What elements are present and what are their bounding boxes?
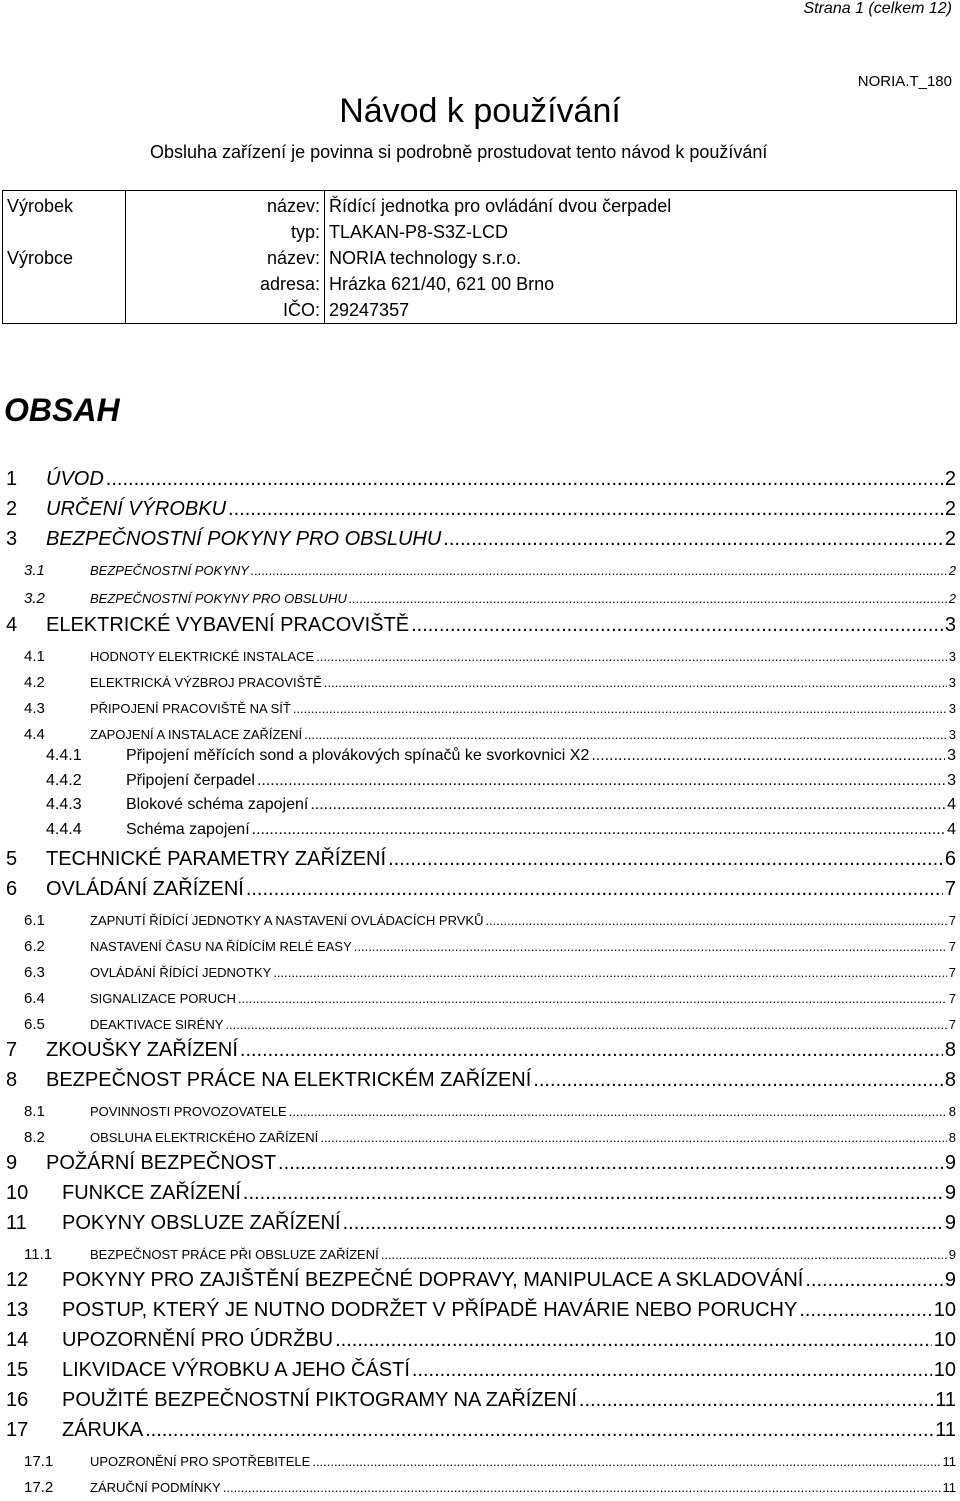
toc-title: Připojení měřících sond a plovákových spínačů ke svorkovnici X2 — [126, 747, 590, 764]
toc-page: 10 — [933, 1299, 956, 1321]
toc-leader — [228, 498, 943, 521]
toc-leader — [293, 701, 947, 716]
toc-leader — [799, 1299, 931, 1322]
toc-page: 8 — [944, 1069, 956, 1091]
toc-page: 11 — [942, 1480, 956, 1495]
info-row — [3, 245, 957, 271]
toc-page: 11 — [942, 1454, 956, 1469]
toc-page: 9 — [944, 1212, 956, 1234]
toc-entry-14[interactable] — [0, 1329, 956, 1352]
toc-entry-6-1[interactable] — [0, 912, 956, 929]
toc-page: 11 — [935, 1389, 956, 1411]
toc-title: Blokové schéma zapojení — [126, 796, 309, 813]
toc-leader — [106, 468, 943, 491]
toc-number: 15 — [6, 1359, 29, 1381]
toc-entry-4[interactable] — [0, 614, 956, 637]
toc-title: ZÁRUČNÍ PODMÍNKY — [90, 1480, 221, 1495]
toc-heading: OBSAH — [4, 392, 120, 428]
toc-number: 6.2 — [24, 938, 45, 955]
toc-page: 7 — [948, 939, 956, 954]
info-row — [3, 191, 957, 220]
toc-entry-4-2[interactable] — [0, 674, 956, 691]
info-label: název: — [126, 245, 325, 271]
toc-page: 3 — [948, 675, 956, 690]
toc-page: 10 — [933, 1329, 956, 1351]
toc-entry-4-4-4[interactable] — [0, 821, 956, 839]
page-label: Strana 1 (celkem 12) — [803, 0, 952, 17]
toc-leader — [225, 1017, 946, 1032]
toc-entry-4-4-2[interactable] — [0, 772, 956, 790]
toc-number: 16 — [6, 1389, 29, 1411]
toc-entry-4-4-1[interactable] — [0, 747, 956, 765]
toc-leader — [243, 1182, 943, 1205]
toc-title: URČENÍ VÝROBKU — [46, 498, 227, 520]
toc-title: POŽÁRNÍ BEZPEČNOST — [46, 1152, 277, 1174]
toc-title: OVLÁDÁNÍ ŘÍDÍCÍ JEDNOTKY — [90, 965, 272, 980]
toc-title: SIGNALIZACE PORUCH — [90, 991, 236, 1006]
toc-number: 4.4.3 — [46, 796, 82, 813]
info-group: Výrobek — [3, 191, 126, 220]
toc-entry-6-3[interactable] — [0, 964, 956, 981]
toc-number: 2 — [6, 498, 18, 520]
toc-title: BEZPEČNOSTNÍ POKYNY PRO OBSLUHU — [90, 591, 347, 606]
toc-leader — [324, 675, 947, 690]
toc-leader — [335, 1329, 932, 1352]
toc-leader — [320, 1130, 946, 1145]
toc-number: 14 — [6, 1329, 29, 1351]
toc-entry-11-1[interactable] — [0, 1246, 956, 1263]
toc-number: 4.4 — [24, 726, 45, 743]
toc-title: UPOZRONĚNÍ PRO SPOTŘEBITELE — [90, 1454, 311, 1469]
toc-number: 13 — [6, 1299, 29, 1321]
toc-leader — [354, 939, 947, 954]
document-title — [0, 92, 960, 131]
toc-title: ZAPNUTÍ ŘÍDÍCÍ JEDNOTKY A NASTAVENÍ OVLÁDACÍCH PRVKŮ — [90, 913, 484, 928]
toc-leader — [443, 528, 943, 551]
toc-entry-6[interactable] — [0, 878, 956, 901]
toc-entry-17-1[interactable] — [0, 1453, 956, 1470]
toc-number: 6.3 — [24, 964, 45, 981]
toc-number: 17.1 — [24, 1453, 54, 1470]
toc-entry-4-3[interactable] — [0, 700, 956, 717]
toc-entry-3-2[interactable] — [0, 590, 956, 607]
toc-page: 2 — [944, 468, 956, 490]
toc-title: Schéma zapojení — [126, 821, 250, 838]
toc-entry-6-5[interactable] — [0, 1016, 956, 1033]
toc-number: 1 — [6, 468, 18, 490]
toc-title: DEAKTIVACE SIRÉNY — [90, 1017, 224, 1032]
toc-page: 8 — [948, 1130, 956, 1145]
toc-entry-17[interactable] — [0, 1419, 956, 1442]
toc-leader — [579, 1389, 933, 1412]
toc-number: 6 — [6, 878, 18, 900]
toc-number: 6.4 — [24, 990, 45, 1007]
toc-page: 10 — [933, 1359, 956, 1381]
toc-entry-1[interactable] — [0, 468, 956, 491]
toc-page: 4 — [947, 821, 956, 838]
toc-page: 11 — [935, 1419, 956, 1441]
toc-title: BEZPEČNOSTNÍ POKYNY PRO OBSLUHU — [46, 528, 442, 550]
toc-entry-15[interactable] — [0, 1359, 956, 1382]
toc-page: 9 — [948, 1247, 956, 1262]
info-label: IČO: — [126, 297, 325, 324]
toc-leader — [257, 772, 945, 790]
toc-number: 8 — [6, 1069, 18, 1091]
toc-entry-4-4-3[interactable] — [0, 796, 956, 814]
toc-number: 6.1 — [24, 912, 45, 929]
toc-page: 2 — [944, 498, 956, 520]
toc-title: UPOZORNĚNÍ PRO ÚDRŽBU — [62, 1329, 334, 1351]
toc-entry-7[interactable] — [0, 1039, 956, 1062]
toc-title: ZÁRUKA — [62, 1419, 144, 1441]
toc-number: 10 — [6, 1182, 29, 1204]
toc-title: FUNKCE ZAŘÍZENÍ — [62, 1182, 241, 1204]
toc-number: 3 — [6, 528, 18, 550]
toc-title: POKYNY OBSLUZE ZAŘÍZENÍ — [62, 1212, 341, 1234]
toc-title: ÚVOD — [46, 468, 104, 490]
toc-leader — [349, 591, 947, 606]
document-subtitle: Obsluha zařízení je povinna si podrobně prostudovat tento návod k používání — [150, 142, 768, 162]
toc-page: 7 — [944, 878, 956, 900]
toc-page: 2 — [948, 563, 956, 578]
toc-leader — [310, 796, 945, 814]
toc-leader — [278, 1152, 943, 1175]
info-group: Výrobce — [3, 245, 126, 271]
toc-leader — [246, 878, 943, 901]
toc-leader — [343, 1212, 943, 1235]
info-value: TLAKAN-P8-S3Z-LCD — [329, 222, 509, 242]
info-row — [3, 219, 957, 245]
toc-entry-8[interactable] — [0, 1069, 956, 1092]
toc-entry-6-4[interactable] — [0, 990, 956, 1007]
toc-entry-3[interactable] — [0, 528, 956, 551]
toc-title: POVINNOSTI PROVOZOVATELE — [90, 1104, 287, 1119]
toc-page: 8 — [944, 1039, 956, 1061]
info-row — [3, 297, 957, 324]
toc-page: 2 — [944, 528, 956, 550]
toc-page: 3 — [947, 772, 956, 789]
toc-page: 7 — [948, 965, 956, 980]
toc-leader — [240, 1039, 943, 1062]
toc-title: ZKOUŠKY ZAŘÍZENÍ — [46, 1039, 238, 1061]
toc-title: BEZPEČNOST PRÁCE PŘI OBSLUZE ZAŘÍZENÍ — [90, 1247, 379, 1262]
toc-entry-5[interactable] — [0, 848, 956, 871]
toc-title: LIKVIDACE VÝROBKU A JEHO ČÁSTÍ — [62, 1359, 410, 1381]
toc-leader — [289, 1104, 947, 1119]
info-row — [3, 271, 957, 297]
toc-title: Připojení čerpadel — [126, 772, 255, 789]
toc-leader — [251, 563, 947, 578]
toc-title: POSTUP, KTERÝ JE NUTNO DODRŽET V PŘÍPADĚ HAVÁRIE NEBO PORUCHY — [62, 1299, 798, 1321]
toc-title: OVLÁDÁNÍ ZAŘÍZENÍ — [46, 878, 244, 900]
toc-entry-4-4[interactable] — [0, 726, 956, 743]
info-value: NORIA technology s.r.o. — [329, 248, 522, 268]
toc-title: POUŽITÉ BEZPEČNOSTNÍ PIKTOGRAMY NA ZAŘÍZENÍ — [62, 1389, 577, 1411]
toc-number: 8.2 — [24, 1129, 45, 1146]
toc-title: NASTAVENÍ ČASU NA ŘÍDÍCÍM RELÉ EASY — [90, 939, 352, 954]
toc-title: ELEKTRICKÁ VÝZBROJ PRACOVIŠTĚ — [90, 675, 322, 690]
toc-title: ZAPOJENÍ A INSTALACE ZAŘÍZENÍ — [90, 727, 303, 742]
toc-number: 8.1 — [24, 1103, 45, 1120]
toc-entry-6-2[interactable] — [0, 938, 956, 955]
toc-leader — [252, 821, 945, 839]
toc-leader — [316, 649, 947, 664]
toc-title: POKYNY PRO ZAJIŠTĚNÍ BEZPEČNÉ DOPRAVY, MANIPULACE A SKLADOVÁNÍ — [62, 1269, 804, 1291]
toc-title: ELEKTRICKÉ VYBAVENÍ PRACOVIŠTĚ — [46, 614, 410, 636]
toc-number: 4.1 — [24, 648, 45, 665]
toc-entry-11[interactable] — [0, 1212, 956, 1235]
toc-page: 3 — [948, 701, 956, 716]
toc-entry-16[interactable] — [0, 1389, 956, 1412]
toc-title: BEZPEČNOST PRÁCE NA ELEKTRICKÉM ZAŘÍZENÍ — [46, 1069, 532, 1091]
toc-leader — [381, 1247, 947, 1262]
toc-number: 7 — [6, 1039, 18, 1061]
info-label: adresa: — [126, 271, 325, 297]
toc-page: 6 — [944, 848, 956, 870]
toc-entry-4-1[interactable] — [0, 648, 956, 665]
info-group — [3, 271, 126, 297]
toc-page: 9 — [944, 1269, 956, 1291]
toc-entry-12[interactable] — [0, 1269, 956, 1292]
info-group — [3, 219, 126, 245]
toc-entry-3-1[interactable] — [0, 562, 956, 579]
toc-leader — [591, 747, 945, 765]
toc-entry-8-1[interactable] — [0, 1103, 956, 1120]
toc-title: TECHNICKÉ PARAMETRY ZAŘÍZENÍ — [46, 848, 387, 870]
toc-entry-2[interactable] — [0, 498, 956, 521]
toc-title: BEZPEČNOSTNÍ POKYNY — [90, 563, 249, 578]
toc-entry-17-2[interactable] — [0, 1479, 956, 1496]
toc-leader — [533, 1069, 943, 1092]
toc-leader — [273, 965, 946, 980]
toc-number: 6.5 — [24, 1016, 45, 1033]
toc-page: 7 — [948, 1017, 956, 1032]
toc-number: 3.2 — [24, 590, 45, 607]
toc-title: HODNOTY ELEKTRICKÉ INSTALACE — [90, 649, 315, 664]
toc-number: 4.4.1 — [46, 747, 82, 764]
toc-page: 9 — [944, 1152, 956, 1174]
toc-number: 4.4.4 — [46, 821, 82, 838]
toc-page: 3 — [947, 747, 956, 764]
info-label: název: — [126, 191, 325, 220]
info-value: Hrázka 621/40, 621 00 Brno — [329, 274, 555, 294]
toc-number: 4.2 — [24, 674, 45, 691]
toc-entry-13[interactable] — [0, 1299, 956, 1322]
toc-page: 8 — [948, 1104, 956, 1119]
toc-page: 3 — [948, 727, 956, 742]
toc-leader — [412, 1359, 932, 1382]
document-code: NORIA.T_180 — [857, 73, 952, 90]
product-info-table — [2, 190, 957, 324]
toc-leader — [805, 1269, 943, 1292]
toc-page: 3 — [944, 614, 956, 636]
toc-page: 2 — [948, 591, 956, 606]
info-value: 29247357 — [329, 300, 410, 320]
toc-title: OBSLUHA ELEKTRICKÉHO ZAŘÍZENÍ — [90, 1130, 319, 1145]
info-group — [3, 297, 126, 324]
toc-page: 9 — [944, 1182, 956, 1204]
toc-page: 7 — [948, 991, 956, 1006]
toc-number: 3.1 — [24, 562, 45, 579]
document-title-text: Návod k používání — [339, 92, 621, 130]
toc-entry-8-2[interactable] — [0, 1129, 956, 1146]
toc-page: 4 — [947, 796, 956, 813]
toc-number: 9 — [6, 1152, 18, 1174]
toc-number: 4 — [6, 614, 18, 636]
toc-number: 4.4.2 — [46, 772, 82, 789]
toc-leader — [145, 1419, 933, 1442]
toc-number: 12 — [6, 1269, 29, 1291]
toc-page: 3 — [948, 649, 956, 664]
toc-number: 11.1 — [24, 1246, 53, 1263]
info-value: Řídící jednotka pro ovládání dvou čerpadel — [329, 196, 672, 216]
toc-leader — [223, 1480, 941, 1495]
toc-number: 11 — [6, 1212, 27, 1234]
toc-leader — [304, 727, 947, 742]
toc-page: 7 — [948, 913, 956, 928]
toc-number: 17.2 — [24, 1479, 54, 1496]
toc-leader — [485, 913, 946, 928]
info-label: typ: — [126, 219, 325, 245]
toc-leader — [312, 1454, 940, 1469]
toc-number: 5 — [6, 848, 18, 870]
toc-title: PŘIPOJENÍ PRACOVIŠTĚ NA SÍŤ — [90, 701, 291, 716]
toc-leader — [411, 614, 943, 637]
toc-entry-10[interactable] — [0, 1182, 956, 1205]
toc-number: 17 — [6, 1419, 29, 1441]
toc-number: 4.3 — [24, 700, 45, 717]
toc-leader — [388, 848, 943, 871]
toc-leader — [238, 991, 947, 1006]
toc-entry-9[interactable] — [0, 1152, 956, 1175]
